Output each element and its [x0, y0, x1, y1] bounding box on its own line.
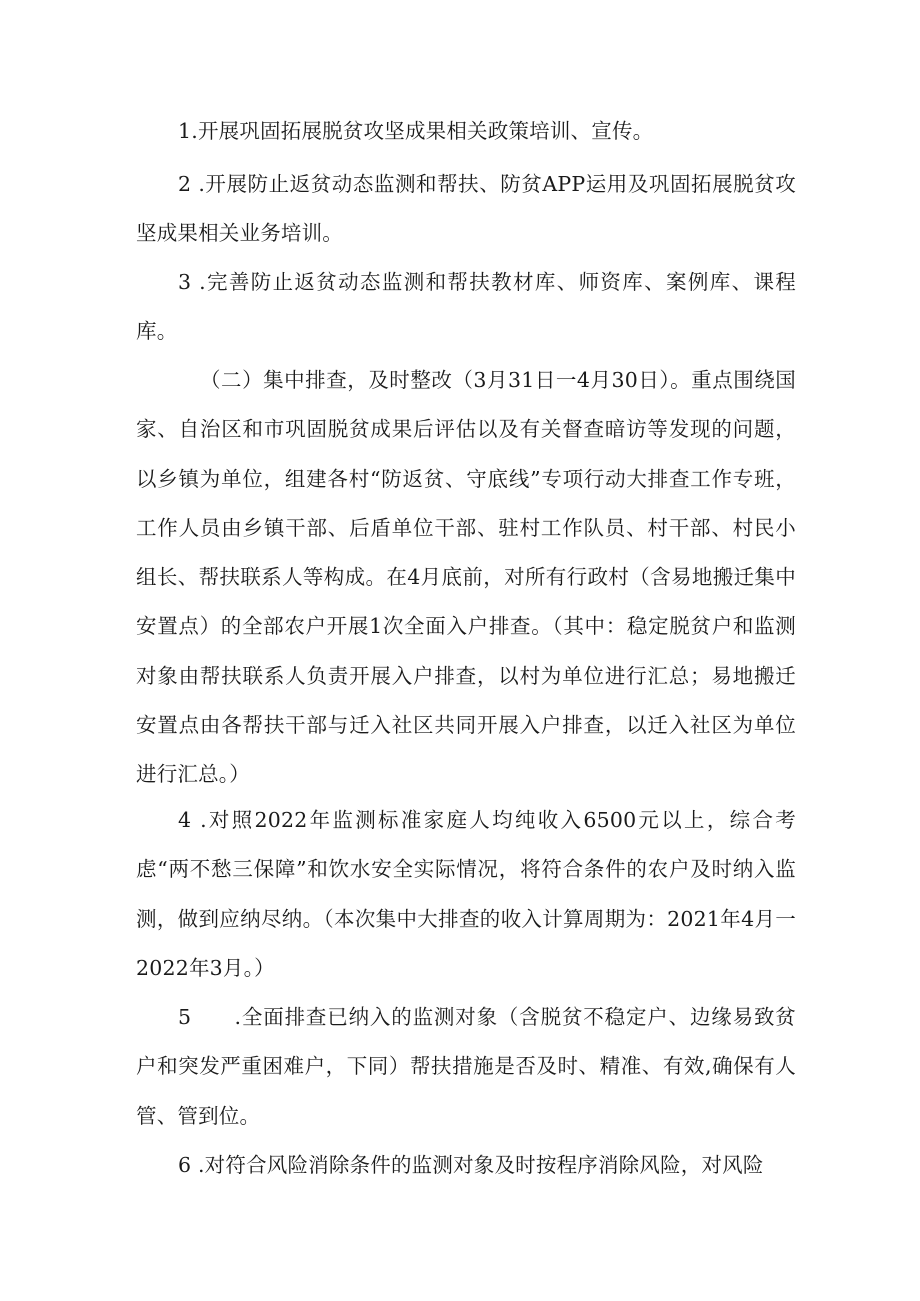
paragraph-6: 5 .全面排查已纳入的监测对象（含脱贫不稳定户、边缘易致贫户和突发严重困难户，下同）帮扶措施是否及时、精准、有效,确保有人管、管到位。	[136, 1005, 796, 1128]
paragraph-5: 4 .对照2022年监测标准家庭人均纯收入6500元以上，综合考虑“两不愁三保障”和饮水安全实际情况，将符合条件的农户及时纳入监测，做到应纳尽纳。（本次集中大排查的收入计算周期为：2021年4月一2022年3月。）	[136, 808, 796, 980]
paragraph-4: （二）集中排查，及时整改（3月31日一4月30日）。重点围绕国家、自治区和市巩固脱贫成果后评估以及有关督查暗访等发现的问题，以乡镇为单位，组建各村“防返贫、守底线”专项行动大排查工作专班，工作人员由乡镇干部、后盾单位干部、驻村工作队员、村干部、村民小组长、帮扶联系人等构成。在4月底前，对所有行政村（含易地搬迁集中安置点）的全部农户开展1次全面入户排查。（其中：稳定脱贫户和监测对象由帮扶联系人负责开展入户排查，以村为单位进行汇总；易地搬迁安置点由各帮扶干部与迁入社区共同开展入户排查，以迁入社区为单位进行汇总。）	[136, 368, 796, 787]
paragraph-2: 2 .开展防止返贫动态监测和帮扶、防贫APP运用及巩固拓展脱贫攻坚成果相关业务培训。	[136, 172, 796, 246]
paragraph-3: 3 .完善防止返贫动态监测和帮扶教材库、师资库、案例库、课程库。	[136, 270, 796, 344]
paragraph-1: 1.开展巩固拓展脱贫攻坚成果相关政策培训、宣传。	[178, 119, 654, 143]
paragraph-7: 6 .对符合风险消除条件的监测对象及时按程序消除风险，对风险	[178, 1153, 764, 1177]
